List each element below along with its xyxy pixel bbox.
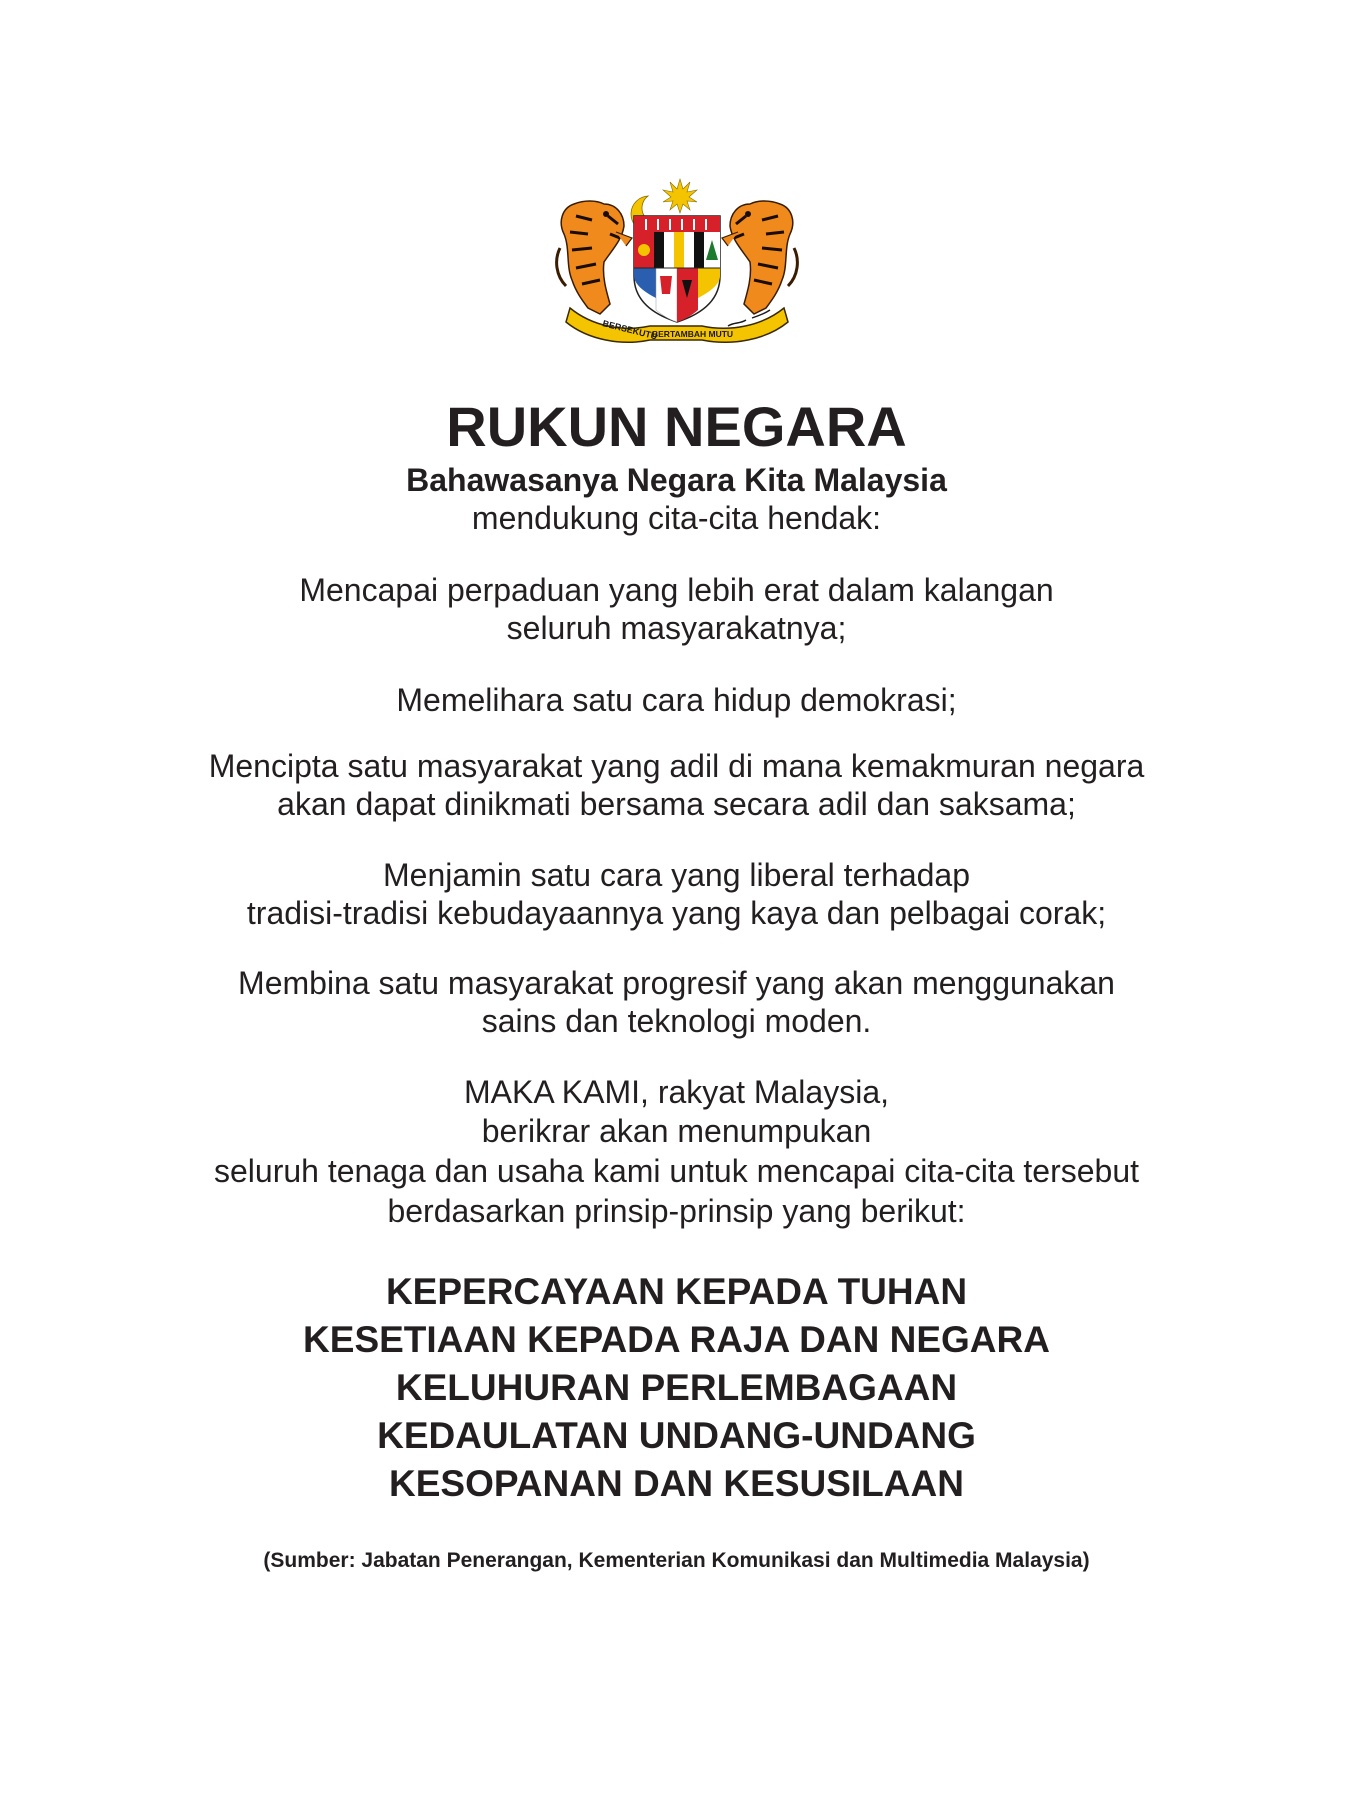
scroll-left-text: BERSEKUTU	[601, 318, 659, 342]
pledge-line-1: MAKA KAMI, rakyat Malaysia,	[463, 1074, 889, 1110]
aspiration-5-line-1: Membina satu masyarakat progresif yang akan menggunakan	[238, 965, 1115, 1001]
intro-line: mendukung cita-cita hendak:	[471, 500, 882, 536]
aspiration-3-line-1: Mencipta satu masyarakat yang adil di mana kemakmuran negara	[208, 748, 1145, 784]
aspiration-1-line-1: Mencapai perpaduan yang lebih erat dalam kalangan	[299, 572, 1054, 608]
source-note: (Sumber: Jabatan Penerangan, Kementerian Komunikasi dan Multimedia Malaysia)	[263, 1549, 1090, 1572]
aspiration-2-line-1: Memelihara satu cara hidup demokrasi;	[396, 682, 957, 718]
malaysia-coat-of-arms-icon	[552, 176, 802, 356]
aspiration-3-line-2: akan dapat dinikmati bersama secara adil dan saksama;	[277, 786, 1076, 822]
aspiration-4-line-2: tradisi-tradisi kebudayaannya yang kaya dan pelbagai corak;	[246, 895, 1107, 931]
page-title: RUKUN NEGARA	[446, 395, 907, 458]
aspiration-4-line-1: Menjamin satu cara yang liberal terhadap	[383, 857, 970, 893]
pledge-line-3: seluruh tenaga dan usaha kami untuk mencapai cita-cita tersebut	[214, 1153, 1139, 1189]
aspiration-1-line-2: seluruh masyarakatnya;	[506, 610, 847, 646]
subtitle: Bahawasanya Negara Kita Malaysia	[406, 462, 947, 498]
principle-2: KESETIAAN KEPADA RAJA DAN NEGARA	[303, 1319, 1050, 1360]
principle-3: KELUHURAN PERLEMBAGAAN	[395, 1367, 958, 1408]
scroll-center-text: BERTAMBAH MUTU	[652, 329, 734, 339]
principle-5: KESOPANAN DAN KESUSILAAN	[389, 1463, 964, 1504]
pledge-line-2: berikrar akan menumpukan	[481, 1113, 872, 1149]
principle-4: KEDAULATAN UNDANG-UNDANG	[377, 1415, 976, 1456]
principle-1: KEPERCAYAAN KEPADA TUHAN	[385, 1271, 968, 1312]
pledge-line-4: berdasarkan prinsip-prinsip yang berikut:	[387, 1193, 966, 1229]
aspiration-5-line-2: sains dan teknologi moden.	[481, 1003, 872, 1039]
